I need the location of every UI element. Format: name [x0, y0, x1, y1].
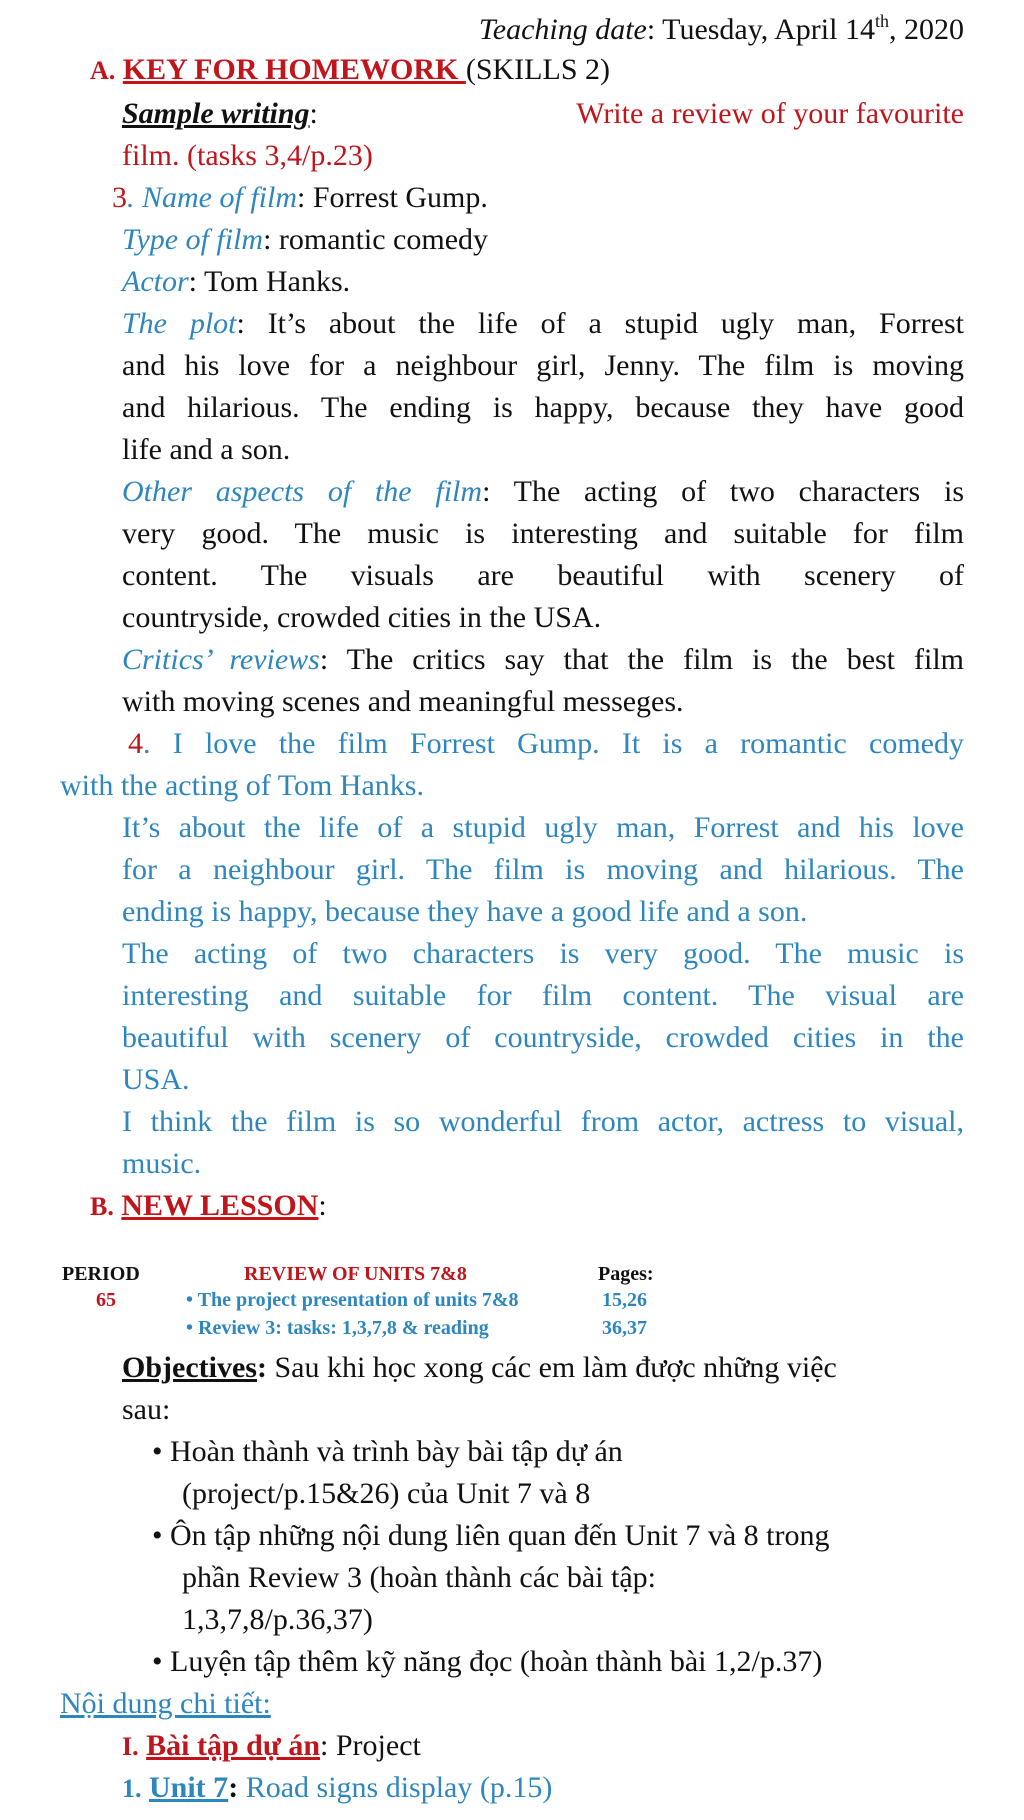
period-item: • The project presentation of units 7&8 — [186, 1289, 519, 1311]
objective-bullet: • Luyện tập thêm kỹ năng đọc (hoàn thành bài 1,2/p.37) — [152, 1645, 823, 1678]
part1-title: Bài tập dự án — [146, 1729, 321, 1762]
section-a-title: KEY FOR HOMEWORK — [122, 53, 466, 86]
task4-line: I think the film is so wonderful from actor, actress to visual, — [122, 1105, 964, 1138]
task4-line: USA. — [122, 1063, 190, 1096]
section-b-heading: B. NEW LESSON: — [90, 1189, 327, 1222]
sample-writing-task-a: Write a review of your favourite — [576, 97, 964, 130]
teaching-date-value: Tuesday, April 14 — [662, 13, 875, 46]
task4-number: 4 — [128, 727, 143, 760]
task3-other-line: content. The visuals are beautiful with scenery of — [122, 559, 964, 592]
task3-number: 3 — [112, 181, 127, 214]
task4-line: It’s about the life of a stupid ugly man, Forrest and his love — [122, 811, 964, 844]
section-a-heading — [90, 50, 610, 91]
task4-line: interesting and suitable for film content. The visual are — [122, 979, 964, 1012]
task4-line: music. — [122, 1147, 202, 1180]
teaching-date: Teaching date: Tuesday, April 14th, 2020 — [478, 11, 964, 46]
task4-line: for a neighbour girl. The film is moving and hilarious. The — [122, 853, 964, 886]
task4-line: beautiful with scenery of countryside, crowded cities in the — [122, 1021, 964, 1054]
objectives-line: Objectives: Sau khi học xong các em làm được những việc — [122, 1351, 837, 1384]
period-title: REVIEW OF UNITS 7&8 — [244, 1263, 467, 1285]
objective-bullet-cont: (project/p.15&26) của Unit 7 và 8 — [182, 1477, 591, 1510]
sample-writing-label: Sample writing: — [122, 97, 318, 130]
objective-bullet-cont: phần Review 3 (hoàn thành các bài tập: — [182, 1561, 656, 1594]
unit7-title: Unit 7 — [149, 1771, 229, 1804]
task3-plot-line: The plot: It’s about the life of a stupid ugly man, Forrest — [122, 307, 964, 340]
section-b-title: NEW LESSON — [121, 1189, 319, 1222]
task3-other-line: very good. The music is interesting and suitable for film — [122, 517, 964, 550]
objective-bullet: • Hoàn thành và trình bày bài tập dự án — [152, 1435, 623, 1468]
objectives-label: Objectives — [122, 1351, 257, 1384]
task4-line: 4. I love the film Forrest Gump. It is a romantic comedy — [128, 727, 964, 760]
part1-heading: I. Bài tập dự án: Project — [122, 1729, 421, 1762]
task3-film-name: 3. Name of film: Forrest Gump. — [112, 181, 488, 214]
period-number: 65 — [96, 1289, 116, 1311]
unit7-heading: 1. Unit 7: Road signs display (p.15) — [122, 1771, 553, 1804]
objective-bullet: • Ôn tập những nội dung liên quan đến Unit 7 và 8 trong — [152, 1519, 830, 1552]
task3-critics-line: with moving scenes and meaningful messeges. — [122, 685, 684, 718]
task3-plot-line: and hilarious. The ending is happy, because they have good — [122, 391, 964, 424]
sample-writing-task-b: film. (tasks 3,4/p.23) — [122, 139, 373, 172]
task3-critics-line: Critics’ reviews: The critics say that the film is the best film — [122, 643, 964, 676]
task3-plot-line: and his love for a neighbour girl, Jenny. The film is moving — [122, 349, 964, 382]
objective-bullet-cont: 1,3,7,8/p.36,37) — [182, 1603, 373, 1636]
section-b-prefix: B. — [90, 1192, 114, 1221]
task3-film-type: Type of film: romantic comedy — [122, 223, 489, 256]
task3-plot-line: life and a son. — [122, 433, 291, 466]
period-item-pages: 15,26 — [602, 1289, 647, 1311]
objectives-line: sau: — [122, 1393, 171, 1426]
section-a-prefix: A. — [90, 56, 116, 85]
section-a-suffix: (SKILLS 2) — [465, 53, 610, 86]
period-label: PERIOD — [62, 1263, 140, 1285]
task4-line: ending is happy, because they have a good life and a son. — [122, 895, 808, 928]
period-item: • Review 3: tasks: 1,3,7,8 & reading — [186, 1317, 489, 1339]
teaching-date-label: Teaching date — [478, 13, 647, 46]
task3-actor: Actor: Tom Hanks. — [122, 265, 351, 298]
task3-other-line: countryside, crowded cities in the USA. — [122, 601, 602, 634]
task4-line: with the acting of Tom Hanks. — [60, 769, 424, 802]
task4-line: The acting of two characters is very good. The music is — [122, 937, 964, 970]
details-heading: Nội dung chi tiết: — [60, 1687, 271, 1720]
task3-other-line: Other aspects of the film: The acting of two characters is — [122, 475, 964, 508]
period-item-pages: 36,37 — [602, 1317, 647, 1339]
pages-label: Pages: — [598, 1263, 654, 1285]
